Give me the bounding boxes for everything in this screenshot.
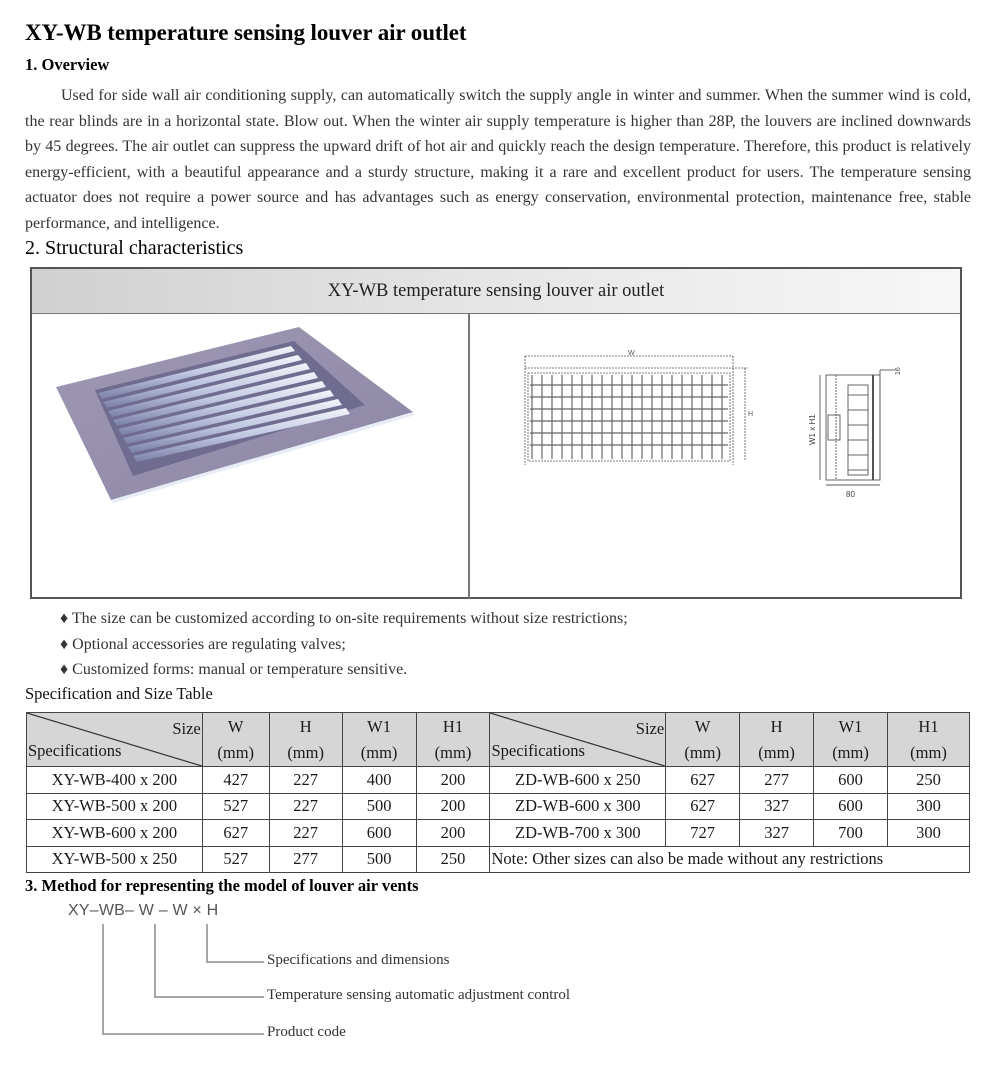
h-cell: 227 [269,767,342,794]
feature-bullet: ♦ Customized forms: manual or temperature sensitive. [60,661,408,679]
h-cell: 327 [740,820,814,847]
h-cell: 277 [269,846,342,873]
column-header: W1 (mm) [342,713,416,767]
louver-photo [32,315,468,599]
column-header: W1 (mm) [814,713,888,767]
w-cell: 527 [202,793,269,820]
model-cell: ZD-WB-600 x 300 [490,793,666,820]
w-cell: 727 [666,820,740,847]
louver-photo-icon [32,315,468,599]
structure-box-title: XY-WB temperature sensing louver air outlet [32,269,960,314]
column-header: H (mm) [269,713,342,767]
column-header: W (mm) [202,713,269,767]
column-header: H (mm) [740,713,814,767]
model-cell: XY-WB-500 x 200 [27,793,203,820]
w-cell: 427 [202,767,269,794]
page-title: XY-WB temperature sensing louver air outlet [25,20,467,45]
structure-heading: 2. Structural characteristics [25,237,244,259]
column-header: W (mm) [666,713,740,767]
table-header-row [27,713,970,767]
w1-cell: 700 [814,820,888,847]
w1-cell: 600 [814,767,888,794]
technical-drawing [470,315,960,599]
w-cell: 627 [666,767,740,794]
w-cell: 527 [202,846,269,873]
h-cell: 227 [269,793,342,820]
h-cell: 327 [740,793,814,820]
h-cell: 227 [269,820,342,847]
size-label: Size [635,719,665,738]
legend-product-code: Product code [267,1024,346,1040]
w-cell: 627 [666,793,740,820]
overview-heading: 1. Overview [25,55,110,74]
svg-text:80: 80 [846,490,855,499]
model-cell: XY-WB-600 x 200 [27,820,203,847]
overview-paragraph: Used for side wall air conditioning supply, can automatically switch the supply angle in winter and summer. When the summer wind is cold, the rear blinds are in a horizontal state. Blow out. When the winter air supply temperature is higher than 28P, the louvers are inclined downwards by 45 degrees. The air outlet can suppress the upward drift of hot air and quickly reach the design temperature. Therefore, this product is relatively energy-efficient, with a beautiful appearance and a sturdy structure, making it a rare and excellent product for users. The temperature sensing actuator does not require a power source and has advantages such as energy conservation, environmental protection, maintenance free, stable performance, and intelligence. [25,87,971,232]
diagonal-header-cell [490,713,666,767]
feature-bullet: ♦ The size can be customized according to on-site requirements without size restrictions; [60,610,628,627]
h-cell: 277 [740,767,814,794]
legend-specifications: Specifications and dimensions [267,952,450,968]
svg-text:16: 16 [895,367,902,375]
h1-cell: 300 [887,793,969,820]
model-cell: ZD-WB-600 x 250 [490,767,666,794]
feature-bullet: ♦ Optional accessories are regulating valves; [60,635,346,653]
specifications-label: Specifications [491,741,585,760]
svg-text:H: H [748,411,754,418]
structure-figure-box [30,267,962,599]
size-label: Size [172,719,201,738]
table-row [27,846,970,873]
h1-cell: 300 [887,820,969,847]
column-header: H1 (mm) [887,713,969,767]
table-note: Note: Other sizes can also be made without any restrictions [490,846,970,873]
diagonal-header-cell [27,713,203,767]
model-code-format: XY–WB– W – W × H [68,902,219,919]
model-cell: XY-WB-500 x 250 [27,846,203,873]
model-cell: ZD-WB-700 x 300 [490,820,666,847]
h1-cell: 250 [887,767,969,794]
column-header: H1 (mm) [416,713,490,767]
technical-drawing-icon [470,315,960,599]
h1-cell: 250 [416,846,490,873]
w1-cell: 500 [342,793,416,820]
w1-cell: 500 [342,846,416,873]
spec-size-table [26,712,970,873]
method-heading: 3. Method for representing the model of louver air vents [25,876,419,895]
legend-temperature-control: Temperature sensing automatic adjustment control [267,987,571,1003]
feature-bullet-list [60,606,628,683]
w1-cell: 600 [342,820,416,847]
h1-cell: 200 [416,820,490,847]
w-cell: 627 [202,820,269,847]
svg-text:W1 x H1: W1 x H1 [808,414,817,445]
model-cell: XY-WB-400 x 200 [27,767,203,794]
spec-table-caption: Specification and Size Table [25,684,213,703]
table-row [27,767,970,794]
h1-cell: 200 [416,767,490,794]
h1-cell: 200 [416,793,490,820]
specifications-label: Specifications [28,741,122,760]
w1-cell: 400 [342,767,416,794]
table-row [27,820,970,847]
svg-text:W: W [628,350,635,357]
w1-cell: 600 [814,793,888,820]
table-row [27,793,970,820]
